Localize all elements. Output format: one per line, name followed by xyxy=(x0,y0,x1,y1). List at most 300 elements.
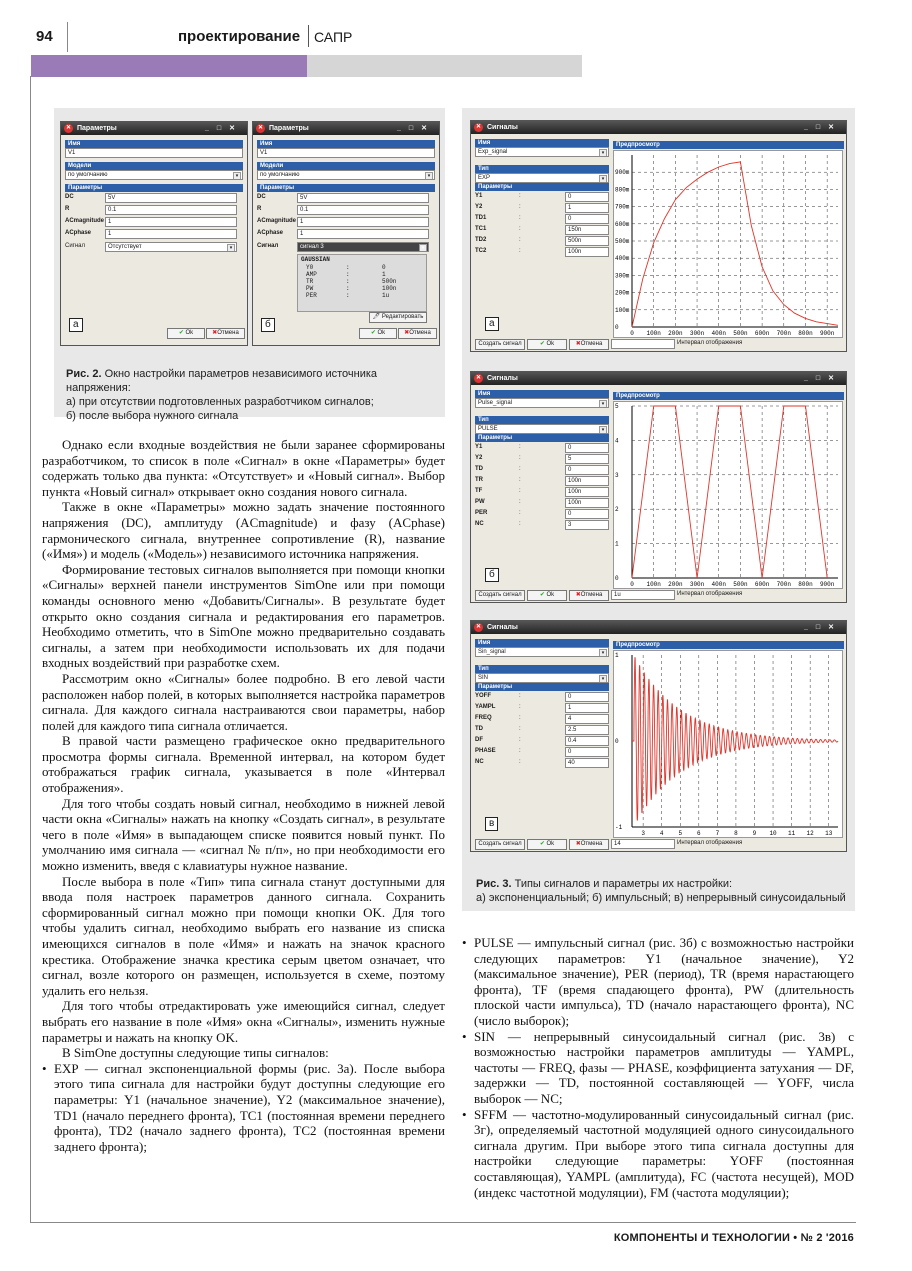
cancel-button[interactable]: ✖Отмена xyxy=(569,339,609,350)
signal-preview-plot xyxy=(613,401,843,589)
param-field[interactable]: 2.5 xyxy=(565,725,609,735)
chevron-down-icon[interactable]: ▾ xyxy=(599,149,607,157)
param-colon: : xyxy=(519,693,521,699)
caption-item-b: б) после выбора нужного сигнала xyxy=(66,410,239,422)
signals-window-a xyxy=(470,120,847,352)
param-field[interactable]: 500n xyxy=(565,236,609,246)
signal-series-line xyxy=(632,162,838,327)
chevron-down-icon[interactable]: ▾ xyxy=(227,244,235,252)
param-row xyxy=(475,486,609,497)
acphase-label: ACphase xyxy=(65,230,92,236)
acmag-field[interactable]: 1 xyxy=(105,217,237,227)
param-colon: : xyxy=(519,510,521,516)
body-left-column xyxy=(42,437,445,1154)
param-label: NC xyxy=(475,521,484,527)
param-colon: : xyxy=(519,444,521,450)
param-label: TD1 xyxy=(475,215,487,221)
plot-svg xyxy=(614,651,842,837)
signals-window-c xyxy=(470,620,847,852)
window-controls-icon[interactable]: _□✕ xyxy=(205,125,243,132)
name-select[interactable]: Pulse_signal ▾ xyxy=(475,398,609,408)
params-section: Параметры xyxy=(475,183,609,191)
y-tick-label: 0 xyxy=(615,738,619,745)
param-colon: : xyxy=(519,521,521,527)
chevron-down-icon[interactable]: ▾ xyxy=(599,426,607,434)
x-tick-label: 7 xyxy=(715,830,720,837)
param-row xyxy=(475,497,609,508)
interval-label: Интервал отображения xyxy=(677,840,743,846)
gaussian-param-cell: PER xyxy=(306,292,317,299)
param-field[interactable]: 1 xyxy=(565,703,609,713)
gaussian-param-cell: AMP xyxy=(306,271,317,278)
param-colon: : xyxy=(519,488,521,494)
chevron-down-icon[interactable]: ▾ xyxy=(233,172,241,180)
r-label: R xyxy=(65,206,70,212)
caption-sub: а) экспоненциальный; б) импульсный; в) непрерывный синусоидальный xyxy=(476,892,846,904)
param-colon: : xyxy=(519,704,521,710)
param-row xyxy=(475,475,609,486)
name-section: Имя xyxy=(475,639,609,647)
param-label: DF xyxy=(475,737,483,743)
param-label: Y1 xyxy=(475,444,483,450)
param-label: TD2 xyxy=(475,237,487,243)
signal-series-line xyxy=(632,406,827,578)
caption-title: Рис. 2. xyxy=(66,368,102,380)
param-label: FREQ xyxy=(475,715,492,721)
window-controls-icon[interactable]: _□✕ xyxy=(804,124,842,131)
y-tick-label: 900m xyxy=(615,169,630,177)
create-signal-button[interactable]: Создать сигнал xyxy=(475,590,525,601)
signal-select[interactable]: сигнал 3 ▾ xyxy=(297,242,429,252)
dc-field[interactable]: 5V xyxy=(105,193,237,203)
window-titlebar: ✕ Сигналы _□✕ xyxy=(471,372,846,385)
type-section: Тип xyxy=(475,416,609,424)
param-field[interactable]: 40 xyxy=(565,758,609,768)
gaussian-param-cell: 0 xyxy=(382,264,386,271)
y-tick-label: 600m xyxy=(615,220,630,228)
param-field[interactable]: 0 xyxy=(565,192,609,202)
panel-tag-b: б xyxy=(261,318,275,332)
paragraph: Рассмотрим окно «Сигналы» более подробно. В его левой части расположен набор полей, в которых выполняется настройка параметров сигнала. Для каждого сигнала настраиваются свои параметры, набор полей для каждого типа сигнала отличается. xyxy=(42,670,445,733)
gaussian-param-cell: TR xyxy=(306,278,314,285)
param-colon: : xyxy=(519,499,521,505)
chevron-down-icon[interactable]: ▾ xyxy=(599,400,607,408)
r-field[interactable]: 0.1 xyxy=(105,205,237,215)
caption-title: Рис. 3. xyxy=(476,878,512,890)
acphase-field[interactable]: 1 xyxy=(105,229,237,239)
param-field[interactable]: 0.4 xyxy=(565,736,609,746)
signal-preview-plot xyxy=(613,150,843,338)
params-section: Параметры xyxy=(475,434,609,442)
cancel-button[interactable]: ✖Отмена xyxy=(569,590,609,601)
signal-type-title: GAUSSIAN xyxy=(301,256,330,263)
param-field[interactable]: 100n xyxy=(565,247,609,257)
param-label: TC1 xyxy=(475,226,487,232)
paragraph: В правой части размещено графическое окно предварительного просмотра формы сигнала. Временной интервал, на котором будет отображаться график сигнала, указывается в поле «Интервал отображения». xyxy=(42,733,445,796)
y-tick-label: 800m xyxy=(615,186,630,194)
app-icon: ✕ xyxy=(65,125,72,131)
caption-text: Типы сигналов и параметры их настройки: xyxy=(514,878,733,890)
panel-tag-c: в xyxy=(485,817,498,831)
param-row xyxy=(475,213,609,224)
panel-tag-a: а xyxy=(485,317,499,331)
preview-header: Предпросмотр xyxy=(613,641,844,649)
gaussian-param-cell: : xyxy=(346,264,350,271)
app-icon: ✕ xyxy=(475,124,482,130)
caption-text: Окно настройки параметров независимого источника напряжения: xyxy=(66,368,378,394)
window-titlebar: ✕ Сигналы _□✕ xyxy=(471,121,846,134)
gaussian-param-cell: 1u xyxy=(382,292,390,299)
param-row xyxy=(475,224,609,235)
x-tick-label: 0 xyxy=(630,581,634,588)
gaussian-param-row xyxy=(306,292,426,299)
dc-field[interactable]: 5V xyxy=(297,193,429,203)
create-signal-button[interactable]: Создать сигнал xyxy=(475,839,525,850)
x-tick-label: 12 xyxy=(806,830,814,837)
gaussian-param-cell: : xyxy=(346,285,350,292)
x-tick-label: 600n xyxy=(754,581,770,588)
page-number: 94 xyxy=(36,28,53,45)
header-divider-2 xyxy=(308,25,309,47)
x-tick-label: 100n xyxy=(646,581,661,588)
type-select[interactable]: SIN ▾ xyxy=(475,673,609,683)
param-label: NC xyxy=(475,759,484,765)
x-tick-label: 9 xyxy=(752,830,757,837)
x-tick-label: 800n xyxy=(798,581,813,588)
footer: КОМПОНЕНТЫ И ТЕХНОЛОГИИ • № 2 '2016 xyxy=(613,1232,854,1244)
x-tick-label: 100n xyxy=(646,330,661,337)
app-icon: ✕ xyxy=(475,624,482,630)
x-tick-label: 200n xyxy=(668,330,683,337)
name-field[interactable]: V1 xyxy=(257,148,435,158)
paragraph: Также в окне «Параметры» можно задать значение постоянного напряжения (DC), амплитуду (ACmagnitude) и фазу (ACphase) гармонического сигнала, внутреннее сопротивление (R), название («Имя») и модель («Модель») независимого источника напряжения. xyxy=(42,499,445,562)
ok-button[interactable]: ✔ Ok xyxy=(527,339,567,350)
gaussian-param-cell: : xyxy=(346,271,350,278)
interval-label: Интервал отображения xyxy=(677,340,743,346)
y-tick-label: 1 xyxy=(615,540,619,548)
x-tick-label: 700n xyxy=(776,581,791,588)
ok-button[interactable]: ✔ Ok xyxy=(359,328,397,339)
param-colon: : xyxy=(519,193,521,199)
figure-3-caption xyxy=(476,877,846,905)
y-tick-label: -1 xyxy=(615,824,623,831)
x-tick-label: 11 xyxy=(788,830,796,837)
param-field[interactable]: 0 xyxy=(565,443,609,453)
ok-button[interactable]: ✔ Ok xyxy=(527,839,567,850)
param-field[interactable]: 5 xyxy=(565,454,609,464)
dc-label: DC xyxy=(257,194,266,200)
param-label: YOFF xyxy=(475,693,491,699)
params-section: Параметры xyxy=(475,683,609,691)
interval-label: Интервал отображения xyxy=(677,591,743,597)
gaussian-param-cell: : xyxy=(346,292,350,299)
x-tick-label: 900n xyxy=(819,330,835,337)
signals-window-b xyxy=(470,371,847,603)
paragraph: Для того чтобы создать новый сигнал, необходимо в нижней левой части окна «Сигналы» нажать на кнопку «Создать сигнал», в результате чего в поле «Имя» в выпадающем списке появится новый пункт. По умолчанию имя сигнала — «сигнал № п/п», но при необходимости его можно изменить, введя с клавиатуры нужное название. xyxy=(42,795,445,874)
gaussian-param-cell: PW xyxy=(306,285,314,292)
y-tick-label: 4 xyxy=(615,437,619,445)
params-window-b xyxy=(252,121,440,346)
y-tick-label: 700m xyxy=(615,203,630,211)
window-controls-icon[interactable]: _□✕ xyxy=(804,624,842,631)
type-select[interactable]: PULSE ▾ xyxy=(475,424,609,434)
cancel-button[interactable]: ✖Отмена xyxy=(569,839,609,850)
param-colon: : xyxy=(519,737,521,743)
edit-button[interactable]: 🖊 Редактировать xyxy=(369,312,427,323)
create-signal-button[interactable]: Создать сигнал xyxy=(475,339,525,350)
y-tick-label: 200m xyxy=(615,289,630,297)
param-row xyxy=(475,702,609,713)
app-icon: ✕ xyxy=(475,375,482,381)
signal-select[interactable]: Отсутствует ▾ xyxy=(105,242,237,252)
models-section: Модели xyxy=(65,162,243,170)
param-row xyxy=(475,246,609,257)
x-tick-label: 400n xyxy=(711,581,726,588)
x-tick-label: 5 xyxy=(678,830,683,837)
type-select[interactable]: EXP ▾ xyxy=(475,173,609,183)
param-colon: : xyxy=(519,248,521,254)
param-colon: : xyxy=(519,204,521,210)
y-tick-label: 0 xyxy=(615,575,619,582)
x-tick-label: 500n xyxy=(733,330,748,337)
y-tick-label: 2 xyxy=(615,506,619,514)
param-label: TD xyxy=(475,726,483,732)
app-icon: ✕ xyxy=(257,125,264,131)
x-tick-label: 300n xyxy=(689,581,705,588)
acphase-field[interactable]: 1 xyxy=(297,229,429,239)
name-section: Имя xyxy=(65,140,243,148)
param-label: PER xyxy=(475,510,488,516)
x-tick-label: 600n xyxy=(754,330,770,337)
paragraph: В SimOne доступны следующие типы сигналов: xyxy=(62,1045,329,1061)
type-section: Тип xyxy=(475,665,609,673)
param-label: PHASE xyxy=(475,748,496,754)
x-tick-label: 500n xyxy=(733,581,748,588)
param-row xyxy=(475,202,609,213)
params-window-a xyxy=(60,121,248,346)
x-tick-label: 8 xyxy=(734,830,738,837)
y-tick-label: 0 xyxy=(615,324,619,331)
name-field[interactable]: V1 xyxy=(65,148,243,158)
bullet-item: • SIN — непрерывный синусоидальный сигнал (рис. 3в) с возможностью настройки параметров амплитуды — YAMPL, частоты — FREQ, фазы — PHASE, коэффициента затухания — DF, задержки — TD, постоянной составляющей — YOFF, числа выборок — NC; xyxy=(462,1029,854,1107)
gaussian-param-cell: 500n xyxy=(382,278,397,285)
panel-tag-a: а xyxy=(69,318,83,332)
param-field[interactable]: 3 xyxy=(565,520,609,530)
chevron-down-icon[interactable]: ▾ xyxy=(599,675,607,683)
x-tick-label: 6 xyxy=(697,830,701,837)
gaussian-param-cell: 1 xyxy=(382,271,386,278)
paragraph: Однако если входные воздействия не были заранее сформированы разработчиком, то список в поле «Сигнал» в окне «Параметры» будет содержать только два пункта: «Отсутствует» и «Новый сигнал». Выбор пункта «Новый сигнал» открывает окно создания нового сигнала. xyxy=(42,437,445,499)
param-field[interactable]: 1 xyxy=(565,203,609,213)
param-colon: : xyxy=(519,477,521,483)
model-select[interactable]: по умолчанию ▾ xyxy=(257,170,435,180)
y-tick-label: 100m xyxy=(615,306,630,314)
dc-label: DC xyxy=(65,194,74,200)
gaussian-param-cell: Y0 xyxy=(306,264,314,271)
y-tick-label: 300m xyxy=(615,272,630,280)
param-label: TF xyxy=(475,488,483,494)
param-row xyxy=(475,713,609,724)
gaussian-param-cell: 100n xyxy=(382,285,397,292)
acmag-label: ACmagnitude xyxy=(65,218,104,224)
param-colon: : xyxy=(519,455,521,461)
name-section: Имя xyxy=(475,390,609,398)
section-title: проектирование xyxy=(178,28,301,45)
y-tick-label: 500m xyxy=(615,238,630,245)
param-label: YAMPL xyxy=(475,704,496,710)
param-row xyxy=(475,453,609,464)
name-select[interactable]: Sin_signal ▾ xyxy=(475,647,609,657)
x-tick-label: 200n xyxy=(668,581,683,588)
param-colon: : xyxy=(519,466,521,472)
ok-button[interactable]: ✔ Ok xyxy=(527,590,567,601)
param-field[interactable]: 0 xyxy=(565,509,609,519)
param-label: Y2 xyxy=(475,455,483,461)
cancel-button[interactable]: ✖Отмена xyxy=(206,328,245,339)
param-label: Y2 xyxy=(475,204,483,210)
interval-field[interactable]: 1u xyxy=(611,590,675,600)
name-section: Имя xyxy=(257,140,435,148)
page-frame-bottom xyxy=(30,1222,856,1223)
chevron-down-icon[interactable]: ▾ xyxy=(599,175,607,183)
param-field[interactable]: 100n xyxy=(565,498,609,508)
name-section: Имя xyxy=(475,139,609,147)
r-field[interactable]: 0.1 xyxy=(297,205,429,215)
paragraph: Для того чтобы отредактировать уже имеющийся сигнал, следует выбрать его название в поле «Имя» окна «Сигналы», изменить нужные параметры и нажать на кнопку OK. xyxy=(42,998,445,1045)
x-tick-label: 700n xyxy=(776,330,791,337)
x-tick-label: 3 xyxy=(641,830,645,837)
param-colon: : xyxy=(519,237,521,243)
param-label: TD xyxy=(475,466,483,472)
paragraph: После выбора в поле «Тип» типа сигнала станут доступными для ввода поля настроек параметров данного сигнала. Сохранить сформированный сигнал можно при помощи кнопки OK. Для того чтобы удалить сигнал, необходимо выбрать его название из списка имеющихся сигналов в поле «Имя» и нажать на значок красного крестика. Отображение значка крестика серым цветом означает, что сигнал, возле которого он размещен, используется в схеме, поэтому удалить его нельзя. xyxy=(42,873,445,998)
bullet-item: • PULSE — импульсный сигнал (рис. 3б) с возможностью настройки следующих параметров: Y1 (начальное значение), Y2 (максимальное значение), PER (период), TR (время нарастающего фронта), TF (время спадающего фронта), PW (длительность плоской части импульса), TD (начало нарастающего фронта), NC (число выборок); xyxy=(462,935,854,1029)
param-row xyxy=(475,191,609,202)
type-section: Тип xyxy=(475,165,609,173)
x-tick-label: 300n xyxy=(689,330,705,337)
param-field[interactable]: 0 xyxy=(565,214,609,224)
param-label: Y1 xyxy=(475,193,483,199)
gaussian-param-cell: : xyxy=(346,278,350,285)
model-select[interactable]: по умолчанию ▾ xyxy=(65,170,243,180)
bullet-item: • SFFM — частотно-модулированный синусоидальный сигнал (рис. 3г), определяемый частотной модуляцией одного синусоидального сигнала другим. При выборе этого типа сигнала доступны для настройки следующие параметры: YOFF (постоянная составляющая), YAMPL (амплитуда), FC (частота несущей), MOD (индекс частотной модуляции), FM (частота модуляции); xyxy=(462,1107,854,1201)
page-frame-left xyxy=(30,76,31,1222)
param-row xyxy=(475,735,609,746)
y-tick-label: 3 xyxy=(615,471,619,479)
window-controls-icon[interactable]: _□✕ xyxy=(397,125,435,132)
param-field[interactable]: 4 xyxy=(565,714,609,724)
figure-2-caption xyxy=(66,367,436,423)
y-tick-label: 400m xyxy=(615,255,630,263)
panel-tag-b: б xyxy=(485,568,499,582)
window-titlebar: ✕ Сигналы _□✕ xyxy=(471,621,846,634)
chevron-down-icon[interactable]: ▾ xyxy=(599,649,607,657)
cancel-button[interactable]: ✖Отмена xyxy=(398,328,437,339)
header-bar-purple xyxy=(31,55,307,77)
name-select[interactable]: Exp_signal ▾ xyxy=(475,147,609,157)
acphase-label: ACphase xyxy=(257,230,284,236)
window-titlebar: ✕ Параметры _□✕ xyxy=(61,122,247,135)
interval-field[interactable]: 14 xyxy=(611,839,675,849)
models-section: Модели xyxy=(257,162,435,170)
param-field[interactable]: 100n xyxy=(565,476,609,486)
param-colon: : xyxy=(519,215,521,221)
signal-label: Сигнал xyxy=(257,243,279,249)
param-colon: : xyxy=(519,226,521,232)
x-tick-label: 400n xyxy=(711,330,726,337)
param-label: TC2 xyxy=(475,248,487,254)
header-divider xyxy=(67,22,68,52)
window-titlebar: ✕ Параметры _□✕ xyxy=(253,122,439,135)
signal-preview-plot xyxy=(613,650,843,838)
preview-header: Предпросмотр xyxy=(613,141,844,149)
x-tick-label: 0 xyxy=(630,330,634,337)
param-field[interactable]: 0 xyxy=(565,747,609,757)
interval-field[interactable] xyxy=(611,339,675,349)
param-row xyxy=(475,235,609,246)
param-row xyxy=(475,464,609,475)
param-row xyxy=(475,442,609,453)
x-tick-label: 13 xyxy=(825,830,833,837)
caption-item-a: а) при отсутствии подготовленных разработчиком сигналов; xyxy=(66,396,374,408)
param-row xyxy=(475,508,609,519)
x-tick-label: 10 xyxy=(769,830,777,837)
param-colon: : xyxy=(519,759,521,765)
gaussian-param-row xyxy=(306,264,426,271)
param-row xyxy=(475,724,609,735)
ok-button[interactable]: ✔ Ok xyxy=(167,328,205,339)
param-field[interactable]: 0 xyxy=(565,692,609,702)
y-tick-label: 5 xyxy=(615,403,619,410)
param-row xyxy=(475,691,609,702)
params-section: Параметры xyxy=(65,184,243,192)
gaussian-param-row xyxy=(306,278,426,285)
acmag-field[interactable]: 1 xyxy=(297,217,429,227)
signal-label: Сигнал xyxy=(65,243,86,249)
preview-header: Предпросмотр xyxy=(613,392,844,400)
param-field[interactable]: 100n xyxy=(565,487,609,497)
r-label: R xyxy=(257,206,262,212)
param-row xyxy=(475,746,609,757)
x-tick-label: 900n xyxy=(819,581,835,588)
param-colon: : xyxy=(519,715,521,721)
params-section: Параметры xyxy=(257,184,435,192)
paragraph: Формирование тестовых сигналов выполняется при помощи кнопки «Сигналы» верхней панели инструментов SimOne или при помощи команды основного меню «Добавить/Сигналы». В результате будет открыто окно создания сигнала и редактирования его параметров. Необходимо отметить, что в SimOne можно предварительно создавать сигналы, а затем при необходимости использовать их для подачи входных воздействий при разработке схем. xyxy=(42,561,445,671)
x-tick-label: 800n xyxy=(798,330,813,337)
signal-info-panel xyxy=(297,254,427,312)
param-colon: : xyxy=(519,748,521,754)
bullet-item: • EXP — сигнал экспоненциальной формы (рис. 3а). После выбора этого типа сигнала для настройки будут доступны следующие его параметры: Y1 (начальное значение), Y2 (максимальное значение), TD1 (начало переднего фронта), TC1 (постоянная времени переднего фронта), TD2 (начало заднего фронта), TC2 (постоянная времени заднего фронта); xyxy=(42,1061,445,1155)
param-row xyxy=(475,757,609,768)
param-label: TR xyxy=(475,477,483,483)
gaussian-param-row xyxy=(306,285,426,292)
param-field[interactable]: 150n xyxy=(565,225,609,235)
figure-2 xyxy=(54,108,445,422)
plot-svg xyxy=(614,402,842,588)
chevron-down-icon[interactable]: ▾ xyxy=(419,244,427,252)
window-controls-icon[interactable]: _□✕ xyxy=(804,375,842,382)
param-colon: : xyxy=(519,726,521,732)
param-field[interactable]: 0 xyxy=(565,465,609,475)
signal-series-line xyxy=(632,657,838,820)
body-right-column xyxy=(462,935,854,1200)
acmag-label: ACmagnitude xyxy=(257,218,296,224)
plot-svg xyxy=(614,151,842,337)
chevron-down-icon[interactable]: ▾ xyxy=(425,172,433,180)
subsection-title: САПР xyxy=(314,29,353,45)
gaussian-param-row xyxy=(306,271,426,278)
x-tick-label: 4 xyxy=(659,830,664,837)
param-row xyxy=(475,519,609,530)
